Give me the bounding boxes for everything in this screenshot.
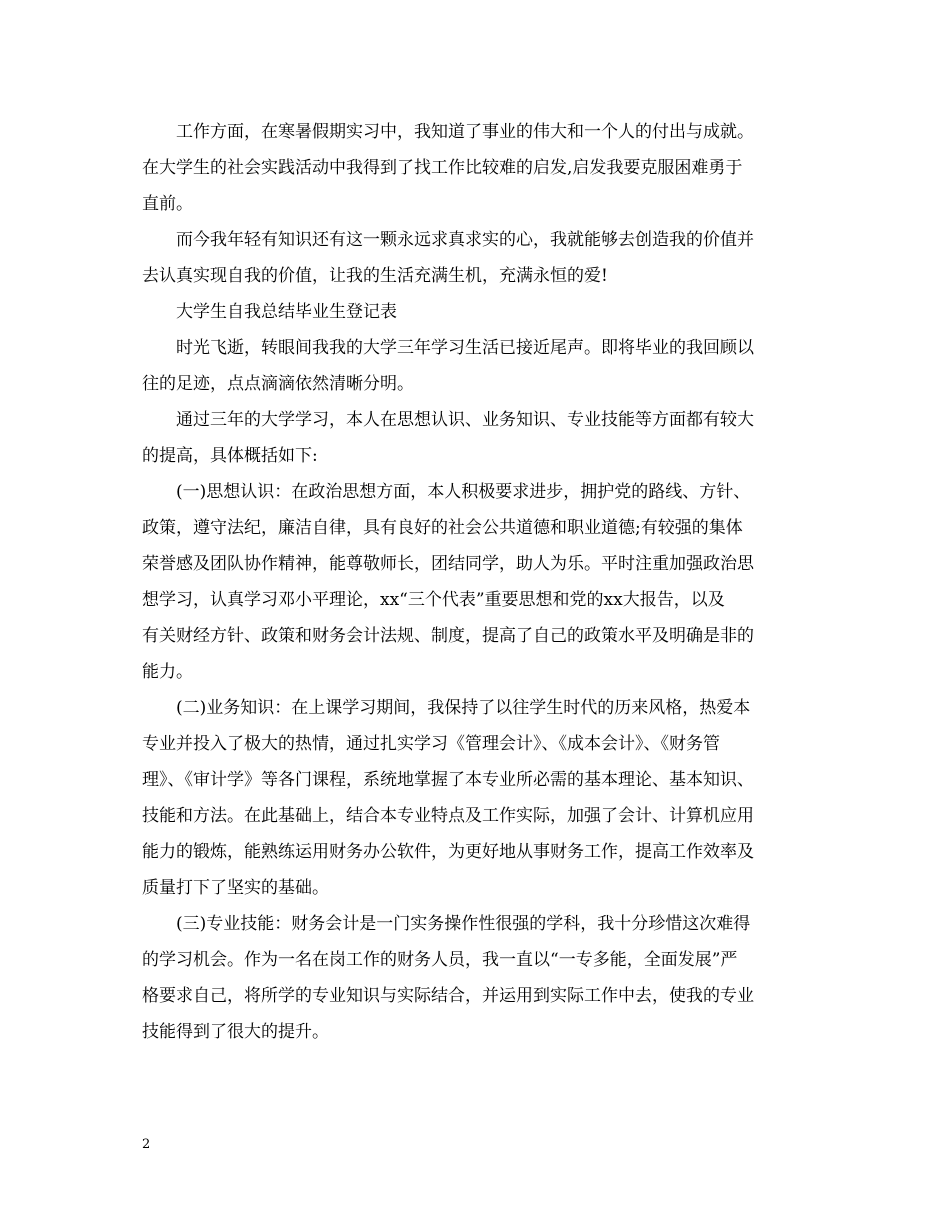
paragraph-line: 理》、《审计学》等各门课程，系统地掌握了本专业所必需的基本理论、基本知识、 <box>142 770 754 790</box>
paragraph-line: 的学习机会。作为一名在岗工作的财务人员，我一直以“一专多能，全面发展”严 <box>142 950 738 970</box>
paragraph-line: 往的足迹，点点滴滴依然清晰分明。 <box>142 374 414 394</box>
paragraph-line: 格要求自己，将所学的专业知识与实际结合，并运用到实际工作中去，使我的专业 <box>142 986 754 1006</box>
paragraph-line: 直前。 <box>142 194 193 214</box>
paragraph-line: 质量打下了坚实的基础。 <box>142 878 329 898</box>
paragraph-line: 技能得到了很大的提升。 <box>142 1022 329 1042</box>
paragraph-line: 通过三年的大学学习，本人在思想认识、业务知识、专业技能等方面都有较大 <box>176 410 754 430</box>
paragraph-line: 想学习，认真学习邓小平理论，xx“三个代表”重要思想和党的xx大报告，以及 <box>142 590 725 610</box>
paragraph-line: 而今我年轻有知识还有这一颗永远求真求实的心，我就能够去创造我的价值并 <box>176 230 754 250</box>
paragraph-line: 能力。 <box>142 662 193 682</box>
paragraph-line: 政策，遵守法纪，廉洁自律，具有良好的社会公共道德和职业道德;有较强的集体 <box>142 518 743 538</box>
paragraph-line: 在大学生的社会实践活动中我得到了找工作比较难的启发,启发我要克服困难勇于 <box>142 158 743 178</box>
paragraph-line: (三)专业技能：财务会计是一门实务操作性很强的学科，我十分珍惜这次难得 <box>176 914 751 934</box>
section-heading: 大学生自我总结毕业生登记表 <box>176 302 397 322</box>
paragraph-line: 有关财经方针、政策和财务会计法规、制度，提高了自己的政策水平及明确是非的 <box>142 626 754 646</box>
page-number: 2 <box>142 1137 151 1152</box>
paragraph-line: (一)思想认识：在政治思想方面，本人积极要求进步，拥护党的路线、方针、 <box>176 482 751 502</box>
paragraph-line: 荣誉感及团队协作精神，能尊敬师长，团结同学，助人为乐。平时注重加强政治思 <box>142 554 754 574</box>
paragraph-line: 工作方面，在寒暑假期实习中，我知道了事业的伟大和一个人的付出与成就。 <box>176 122 754 142</box>
paragraph-line: 能力的锻炼，能熟练运用财务办公软件，为更好地从事财务工作，提高工作效率及 <box>142 842 754 862</box>
paragraph-line: 技能和方法。在此基础上，结合本专业特点及工作实际，加强了会计、计算机应用 <box>142 806 754 826</box>
paragraph-line: 时光飞逝，转眼间我我的大学三年学习生活已接近尾声。即将毕业的我回顾以 <box>176 338 754 358</box>
paragraph-line: 专业并投入了极大的热情，通过扎实学习《管理会计》、《成本会计》、《财务管 <box>142 734 720 754</box>
paragraph-line: (二)业务知识：在上课学习期间，我保持了以往学生时代的历来风格，热爱本 <box>176 698 751 718</box>
paragraph-line: 的提高，具体概括如下: <box>142 446 318 466</box>
paragraph-line: 去认真实现自我的价值，让我的生活充满生机，充满永恒的爱! <box>142 266 608 286</box>
